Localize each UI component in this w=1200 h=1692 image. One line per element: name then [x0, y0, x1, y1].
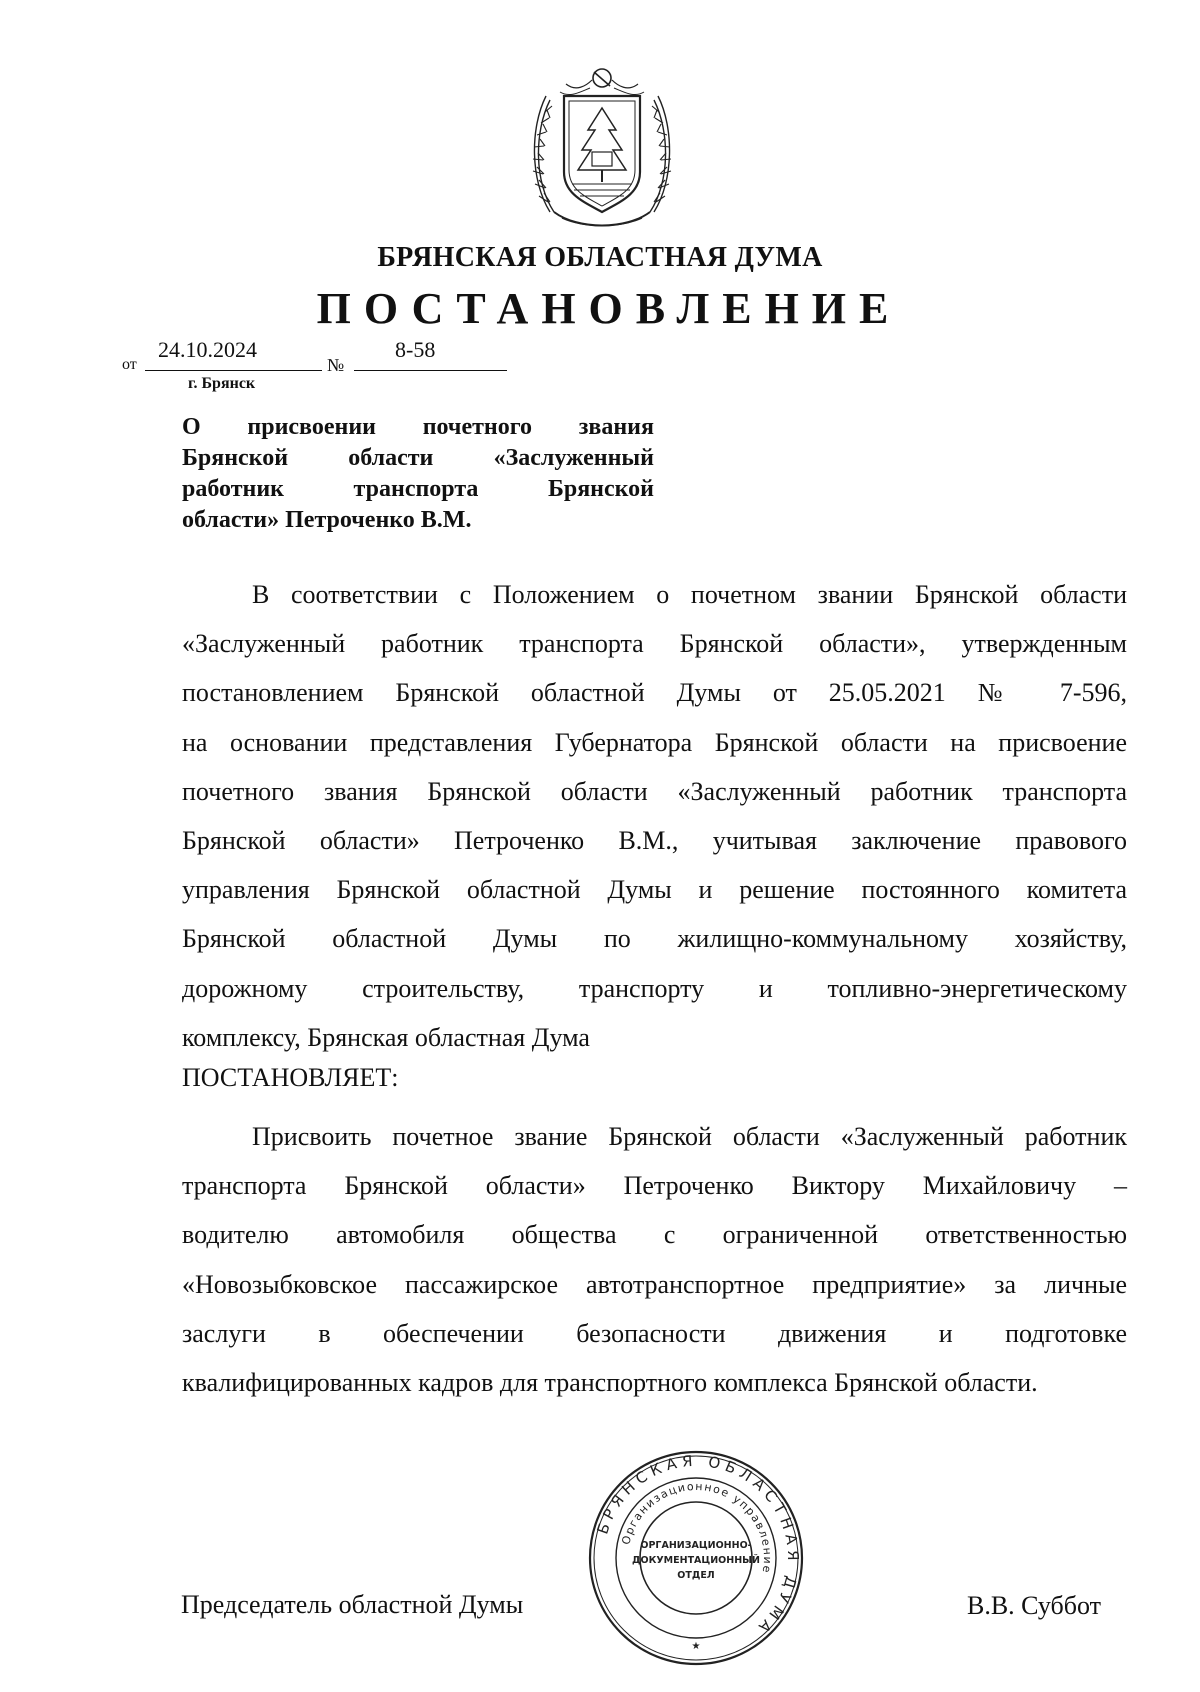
organization-name: БРЯНСКАЯ ОБЛАСТНАЯ ДУМА — [377, 242, 823, 273]
stamp-center-line: ОТДЕЛ — [677, 1570, 715, 1581]
document-number: 8-58 — [395, 337, 436, 362]
subject-line: О присвоении почетного звания — [182, 414, 654, 440]
paragraph-line: водителю автомобиля общества с ограниченной ответственностью — [182, 1220, 1127, 1250]
date-prefix-label: от — [122, 356, 137, 373]
official-stamp — [586, 1448, 806, 1668]
decree-word: ПОСТАНОВЛЯЕТ: — [182, 1063, 399, 1092]
paragraph-line: квалифицированных кадров для транспортного комплекса Брянской области. — [182, 1368, 1038, 1398]
preamble-paragraph — [182, 570, 1127, 1062]
document-subject — [182, 412, 654, 536]
stamp-center-line: ОРГАНИЗАЦИОННО- — [640, 1540, 752, 1551]
paragraph-line: Присвоить почетное звание Брянской области «Заслуженный работник — [252, 1122, 1127, 1151]
date-underline — [145, 370, 322, 371]
subject-line: области» Петроченко В.М. — [182, 507, 472, 533]
stamp-center-line: ДОКУМЕНТАЦИОННЫЙ — [632, 1555, 760, 1566]
paragraph-line: дорожному строительству, транспорту и топливно-энергетическому — [182, 973, 1127, 1003]
paragraph-line: на основании представления Губернатора Брянской области на присвоение — [182, 727, 1127, 757]
paragraph-line: Брянской области» Петроченко В.М., учитывая заключение правового — [182, 826, 1127, 856]
resolution-paragraph — [182, 1112, 1127, 1407]
paragraph-line: Брянской областной Думы по жилищно-коммунальному хозяйству, — [182, 924, 1127, 954]
paragraph-line: В соответствии с Положением о почетном звании Брянской области — [252, 580, 1127, 609]
stamp-inner-text: Организационное управление — [619, 1479, 775, 1575]
paragraph-line: «Новозыбковское пассажирское автотранспортное предприятие» за личные — [182, 1269, 1127, 1299]
coat-of-arms-emblem — [528, 62, 676, 232]
stamp-star-icon: ★ — [691, 1641, 701, 1652]
stamp-outer-text: БРЯНСКАЯ ОБЛАСТНАЯ ДУМА — [593, 1451, 803, 1640]
document-type-title: ПОСТАНОВЛЕНИЕ — [316, 284, 902, 333]
subject-line: Брянской области «Заслуженный — [182, 445, 654, 471]
subject-line: работник транспорта Брянской — [182, 476, 654, 502]
paragraph-line: постановлением Брянской областной Думы от 25.05.2021 № 7-596, — [182, 678, 1127, 708]
signatory-title: Председатель областной Думы — [181, 1590, 524, 1619]
number-prefix-label: № — [327, 355, 345, 375]
paragraph-line: управления Брянской областной Думы и решение постоянного комитета — [182, 875, 1127, 905]
number-underline — [354, 370, 507, 371]
paragraph-line: заслуги в обеспечении безопасности движения и подготовке — [182, 1318, 1127, 1348]
signatory-name: В.В. Суббот — [967, 1591, 1102, 1620]
document-date: 24.10.2024 — [158, 337, 257, 362]
paragraph-line: комплексу, Брянская областная Дума — [182, 1022, 590, 1052]
paragraph-line: почетного звания Брянской области «Заслуженный работник транспорта — [182, 776, 1127, 806]
paragraph-line: «Заслуженный работник транспорта Брянской области», утвержденным — [182, 629, 1127, 659]
paragraph-line: транспорта Брянской области» Петроченко Виктору Михайловичу – — [182, 1171, 1127, 1201]
city-label: г. Брянск — [188, 375, 256, 392]
